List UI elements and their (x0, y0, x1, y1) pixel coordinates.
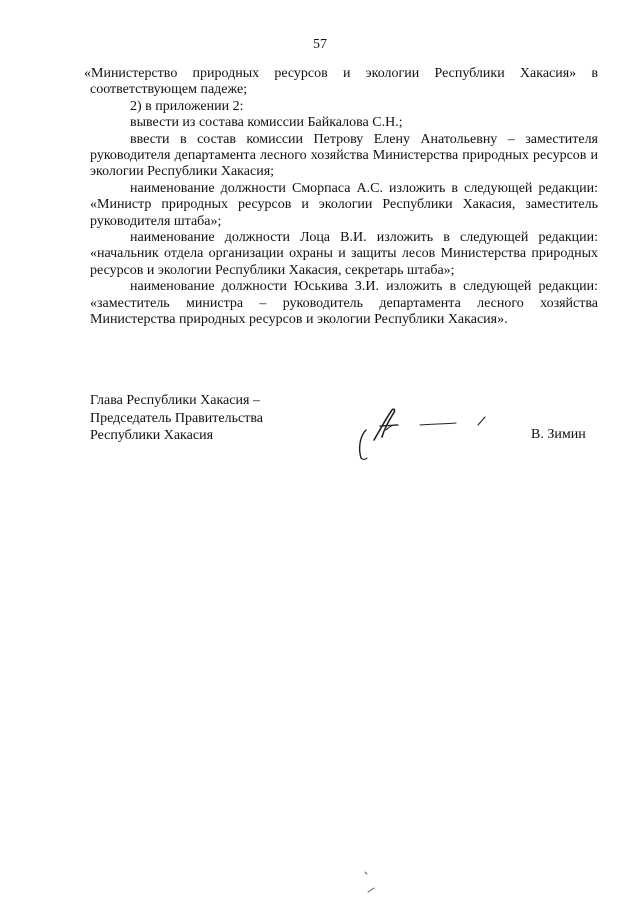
signatory-position-line: Председатель Правительства (90, 410, 263, 426)
paragraph-position-yuskiv: наименование должности Юськива З.И. изложить в следующей редакции: «заместитель министра – руководитель департамента лесного хозяйства Министерства природных ресурсов и экологии Республики Хакасия». (90, 279, 598, 328)
signatory-position-line: Глава Республики Хакасия – (90, 393, 260, 408)
paragraph-position-smorpas: наименование должности Сморпаса А.С. изложить в следующей редакции: «Министр природных ресурсов и экологии Республики Хакасия, заместитель руководителя штаба»; (90, 180, 598, 229)
handwritten-signature (352, 400, 497, 465)
scan-artifact-marks (362, 868, 382, 898)
paragraph-remove-member: вывести из состава комиссии Байкалова С.Н.; (130, 115, 403, 131)
document-body (84, 66, 598, 329)
paragraph-appendix-2: 2) в приложении 2: (130, 98, 244, 114)
paragraph-ministry-name: «Министерство природных ресурсов и экологии Республики Хакасия» в соответствующем падеже; (84, 66, 598, 98)
signatory-position (90, 392, 290, 445)
signatory-position-line: Республики Хакасия (90, 428, 214, 443)
signatory-name: В. Зимин (531, 427, 586, 442)
page-number: 57 (313, 37, 327, 52)
paragraph-add-member: ввести в состав комиссии Петрову Елену Анатольевну – заместителя руководителя департамента лесного хозяйства Министерства природных ресурсов и экологии Республики Хакасия; (90, 131, 598, 180)
paragraph-position-lots: наименование должности Лоца В.И. изложить в следующей редакции: «начальник отдела организации охраны и защиты лесов Министерства природных ресурсов и экологии Республики Хакасия, секретарь штаба»; (90, 230, 598, 278)
